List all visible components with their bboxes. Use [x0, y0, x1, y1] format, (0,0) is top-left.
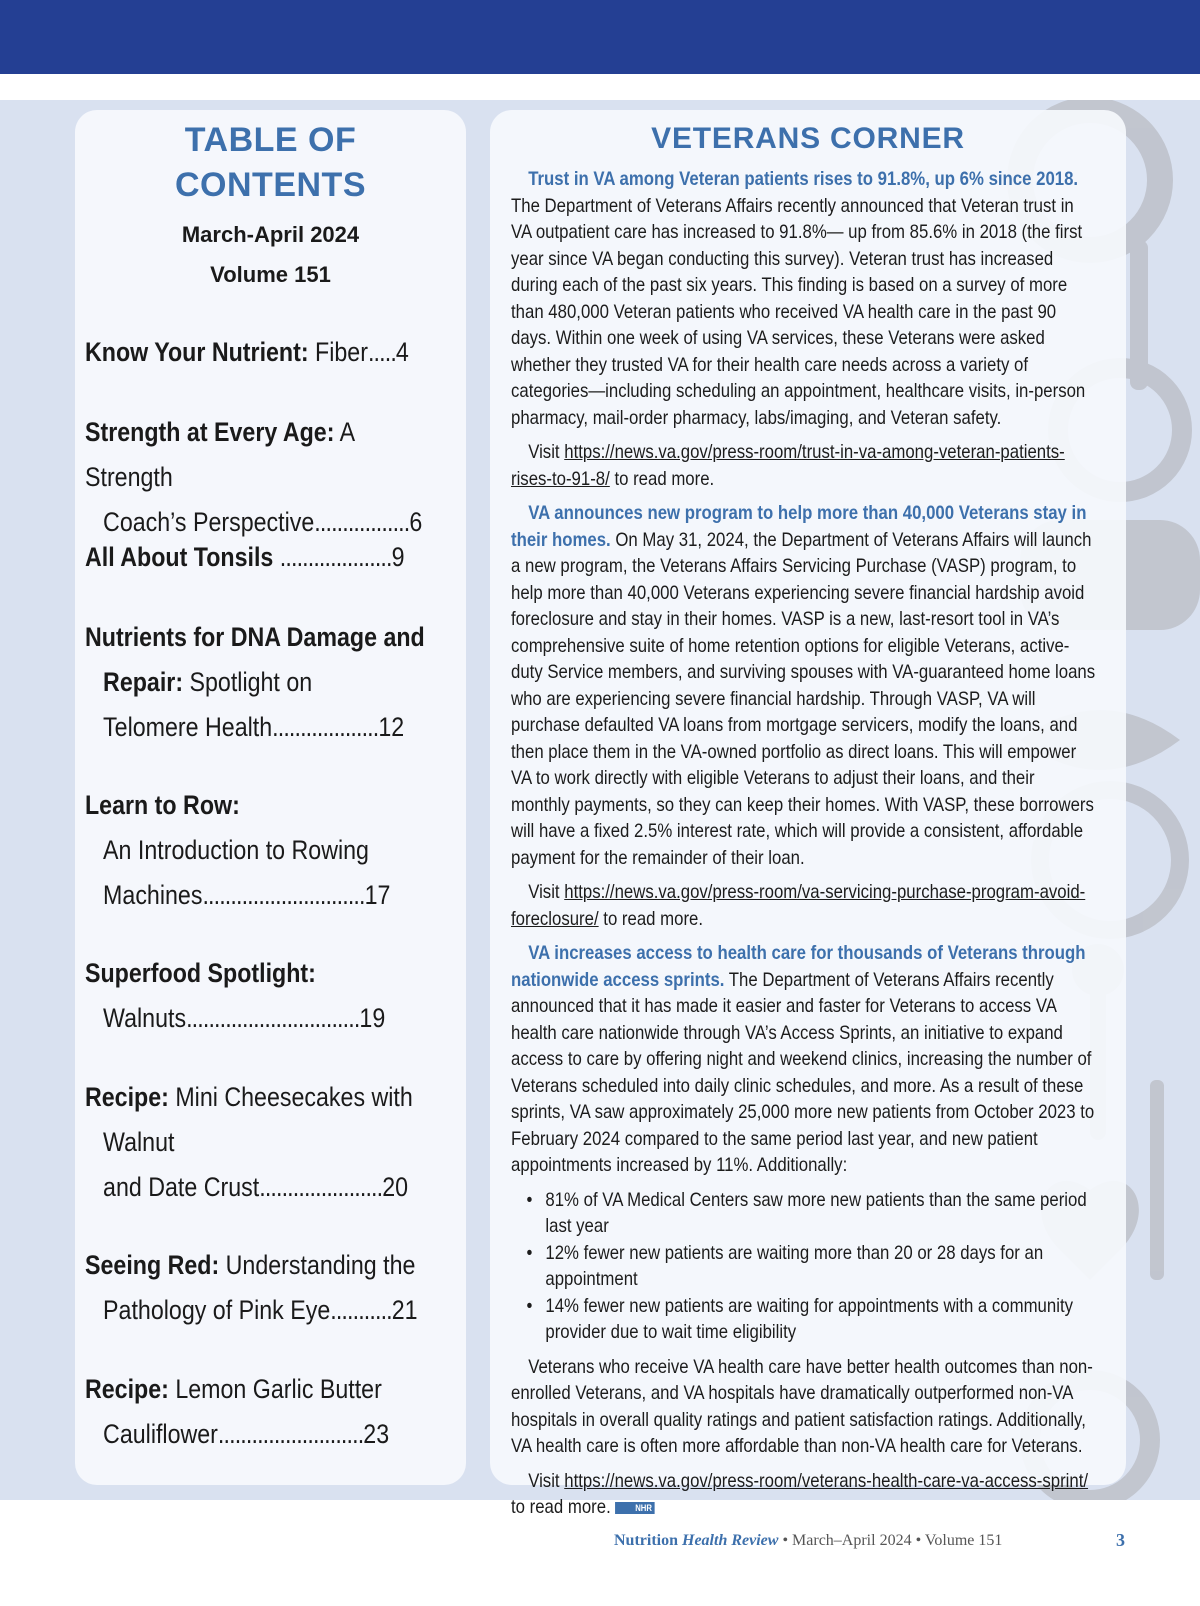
toc-page-number: 6 [409, 507, 423, 537]
toc-entry-title: Know Your Nutrient: [85, 337, 309, 367]
toc-entry-tonsils[interactable] [85, 535, 446, 580]
toc-entry-strength[interactable] [85, 410, 446, 545]
publication-name-part: Health Review [682, 1532, 779, 1549]
article-body [511, 166, 1096, 1529]
paragraph-trust [511, 166, 1096, 431]
toc-entry-subtitle: Understanding the [219, 1250, 416, 1280]
toc-title-line1: TABLE OF [184, 121, 357, 159]
toc-entry-subtitle: Mini Cheesecakes with [168, 1082, 413, 1112]
publication-name [614, 1532, 778, 1549]
paragraph-text: The Department of Veterans Affairs recently announced that Veteran trust in VA outpatient care has increased to 91.8%— up from 85.6% in 2018 (the first year since VA began conducting this survey). Veteran trust has increased during each of the past six years. This finding is based on a survey of more than 480,000 Veteran patients who received VA health care in the past 90 days. Within one week of using VA services, these Veterans were asked whether they trusted VA for their health care needs across a variety of categories—including scheduling an appointment, healthcare visits, in-person pharmacy, mail-order pharmacy, labs/imaging, and Veteran safety. [511, 194, 1086, 429]
issue-date: March-April 2024 [181, 222, 360, 247]
paragraph-lead: VA increases access to health care for thousands of Veterans through nationwide access sprints. [511, 942, 1086, 991]
toc-entry-cheesecakes[interactable] [85, 1075, 446, 1210]
paragraph-access-sprints [511, 940, 1096, 1179]
toc-page-number: 20 [382, 1172, 409, 1202]
toc-leader: ..... [367, 337, 396, 367]
page-footer [614, 1532, 1074, 1550]
toc-entry-subtitle: Walnut [103, 1127, 175, 1157]
publication-name-part: Nutrition [614, 1532, 678, 1549]
toc-leader: ................. [314, 507, 410, 537]
toc-entry-walnuts[interactable] [85, 951, 446, 1041]
top-banner [0, 0, 1200, 74]
toc-entry-subtitle: Machines [103, 880, 203, 910]
toc-leader: ............................. [202, 880, 365, 910]
toc-entry-subtitle: Lemon Garlic Butter [168, 1374, 382, 1404]
toc-entry-subtitle: Fiber [308, 337, 368, 367]
toc-leader: .......................... [217, 1419, 364, 1449]
list-item: • 12% fewer new patients are waiting more than 20 or 28 days for an appointment [545, 1240, 1095, 1293]
visit-link-line [511, 879, 1096, 932]
visit-text: to read more. [511, 1496, 611, 1518]
visit-text: Visit [528, 441, 565, 463]
paragraph-outcomes: Veterans who receive VA health care have better health outcomes than non-enrolled Veterans, and VA hospitals have dramatically outperformed non-VA hospitals in overall quality ratings and patient satisfaction ratings. Additionally, VA health care is often more affordable than non-VA health care for Veterans. [511, 1355, 1093, 1457]
visit-text: Visit [528, 881, 565, 903]
vasp-article-link[interactable]: https://news.va.gov/press-room/va-servicing-purchase-program-avoid-foreclosure/ [511, 881, 1086, 930]
toc-leader: .................... [279, 542, 392, 572]
toc-entry-fiber[interactable] [85, 330, 446, 375]
paragraph-lead: Trust in VA among Veteran patients rises to 91.8%, up 6% since 2018. [528, 168, 1079, 190]
toc-entry-subtitle: Telomere Health [103, 712, 273, 742]
paragraph-text: On May 31, 2024, the Department of Veterans Affairs will launch a new program, the Veterans Affairs Servicing Purchase (VASP) program, to help more than 40,000 Veterans experiencing severe financial hardship avoid foreclosure and stay in their homes. VASP is a new, last-resort tool in VA’s comprehensive suite of home retention options for eligible Veterans, active-duty Service members, and surviving spouses with VA-guaranteed home loans who are experiencing severe financial hardship. Through VASP, VA will purchase defaulted VA loans from mortgage servicers, modify the loans, and then place them in the VA-owned portfolio as direct loans. This will empower VA to work directly with eligible Veterans to adjust their loans, and their monthly payments, so they can keep their homes. With VASP, these borrowers will have a fixed 2.5% interest rate, which will provide a consistent, affordable payment for the remainder of their loan. [511, 528, 1096, 869]
toc-entry-title: Recipe: [85, 1082, 169, 1112]
toc-entry-subtitle: Cauliflower [103, 1419, 218, 1449]
toc-page-number: 23 [363, 1419, 390, 1449]
toc-page-number: 12 [378, 712, 405, 742]
toc-page-number: 4 [395, 337, 409, 367]
toc-entry-dna[interactable] [85, 615, 446, 750]
visit-link-line [511, 1468, 1096, 1521]
toc-entry-subtitle: A Strength [85, 417, 354, 492]
toc-title [75, 118, 466, 208]
paragraph-vasp [511, 500, 1096, 871]
toc-entry-title: Seeing Red: [85, 1250, 220, 1280]
toc-page-number: 9 [391, 542, 405, 572]
toc-entry-title: Repair: [103, 667, 184, 697]
toc-entry-title: Recipe: [85, 1374, 169, 1404]
toc-entry-subtitle: Spotlight on [183, 667, 313, 697]
toc-leader: ........... [330, 1295, 392, 1325]
veterans-corner-article [490, 110, 1126, 1518]
paragraph-lead: VA announces new program to help more than 40,000 Veterans stay in their homes. [511, 502, 1087, 551]
visit-text: to read more. [598, 907, 704, 930]
toc-entry-pink-eye[interactable] [85, 1243, 446, 1333]
toc-page-number: 17 [364, 880, 391, 910]
toc-page-number: 19 [359, 1003, 386, 1033]
visit-text: Visit [528, 1469, 565, 1492]
toc-leader: ................... [272, 712, 379, 742]
statistics-list [511, 1187, 1096, 1346]
list-item: • 14% fewer new patients are waiting for appointments with a community provider due to wait time eligibility [545, 1293, 1095, 1346]
issue-volume: Volume 151 [210, 262, 331, 287]
toc-leader: ...................... [259, 1172, 383, 1202]
toc-leader: ............................... [186, 1003, 360, 1033]
nhr-end-mark: NHR [615, 1502, 654, 1514]
visit-text: to read more. [609, 467, 715, 490]
issue-info: • March–April 2024 • Volume 151 [778, 1532, 1003, 1549]
page-number: 3 [1116, 1530, 1125, 1550]
visit-link-line [511, 439, 1096, 492]
toc-entry-rowing[interactable] [85, 783, 446, 918]
toc-entry-subtitle: Walnuts [103, 1003, 187, 1033]
fork-icon [1150, 1080, 1164, 1280]
toc-entry-title: Learn to Row: [85, 790, 240, 820]
toc-entry-title: Strength at Every Age: [85, 417, 335, 447]
toc-entry-title: All About Tonsils [85, 542, 274, 572]
toc-page-number: 21 [391, 1295, 418, 1325]
article-heading: VETERANS CORNER [651, 122, 965, 155]
paragraph-text: The Department of Veterans Affairs recently announced that it has made it easier and faster for Veterans to access VA health care nationwide through VA’s Access Sprints, an initiative to expand access to care by offering night and weekend clinics, increasing the number of Veterans scheduled into daily clinic schedules, and more. As a result of these sprints, VA saw approximately 25,000 more new patients from October 2023 to February 2024 compared to the same period last year, and new patient appointments increased by 11%. Additionally: [511, 968, 1095, 1176]
toc-entry-subtitle: and Date Crust [103, 1172, 260, 1202]
table-of-contents [75, 110, 466, 1485]
toc-entry-subtitle: Coach’s Perspective [103, 507, 315, 537]
toc-title-line2: CONTENTS [175, 166, 366, 204]
list-item: • 81% of VA Medical Centers saw more new patients than the same period last year [545, 1187, 1095, 1240]
toc-entry-cauliflower[interactable] [85, 1367, 446, 1457]
toc-entry-title: Superfood Spotlight: [85, 958, 316, 988]
access-sprint-article-link[interactable]: https://news.va.gov/press-room/veterans-health-care-va-access-sprint/ [564, 1469, 1089, 1492]
toc-entry-title: Nutrients for DNA Damage and [85, 622, 425, 652]
toc-entry-subtitle: Pathology of Pink Eye [103, 1295, 331, 1325]
toc-entry-subtitle: An Introduction to Rowing [103, 835, 369, 865]
trust-article-link[interactable]: https://news.va.gov/press-room/trust-in-va-among-veteran-patients-rises-to-91-8/ [511, 441, 1065, 490]
